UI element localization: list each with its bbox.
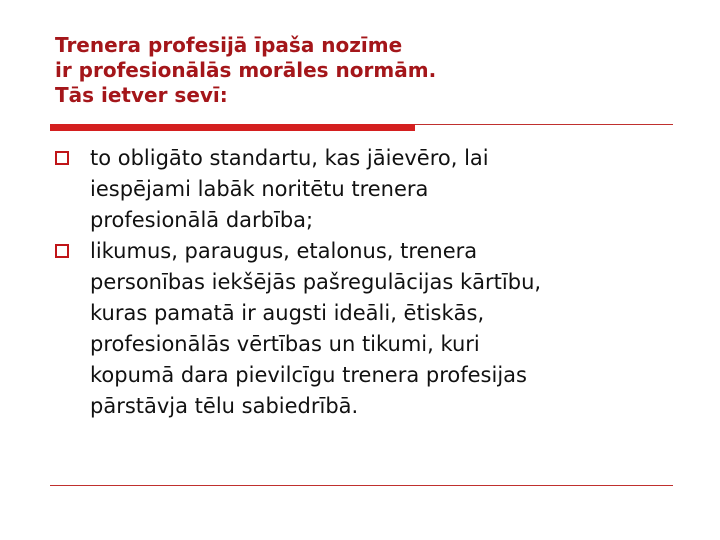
bullet-text-line: iespējami labāk noritētu trenera bbox=[90, 177, 429, 201]
bullet-text-line: profesionālās vērtības un tikumi, kuri bbox=[90, 332, 480, 356]
title-line: ir profesionālās morāles normām. bbox=[55, 58, 437, 82]
bullet-item bbox=[55, 236, 695, 422]
slide-title bbox=[55, 33, 675, 108]
bullet-text-line: profesionālā darbība; bbox=[90, 208, 314, 232]
bullet-item bbox=[55, 143, 695, 236]
bullet-text-line: personības iekšējās pašregulācijas kārtību, bbox=[90, 270, 542, 294]
title-line: Tās ietver sevī: bbox=[55, 83, 228, 107]
title-underline-thin bbox=[415, 124, 673, 125]
title-underline-thick bbox=[50, 124, 415, 131]
bullet-text-line: kopumā dara pievilcīgu trenera profesijas bbox=[90, 363, 527, 387]
bullet-text-line: to obligāto standartu, kas jāievēro, lai bbox=[90, 146, 489, 170]
bullet-text-line: likumus, paraugus, etalonus, trenera bbox=[90, 239, 478, 263]
bullet-text-line: pārstāvja tēlu sabiedrībā. bbox=[90, 394, 359, 418]
footer-rule bbox=[50, 485, 673, 486]
title-line: Trenera profesijā īpaša nozīme bbox=[55, 33, 403, 57]
bullet-list bbox=[55, 143, 695, 422]
hollow-square-bullet-icon bbox=[55, 244, 69, 258]
hollow-square-bullet-icon bbox=[55, 151, 69, 165]
bullet-text-line: kuras pamatā ir augsti ideāli, ētiskās, bbox=[90, 301, 485, 325]
